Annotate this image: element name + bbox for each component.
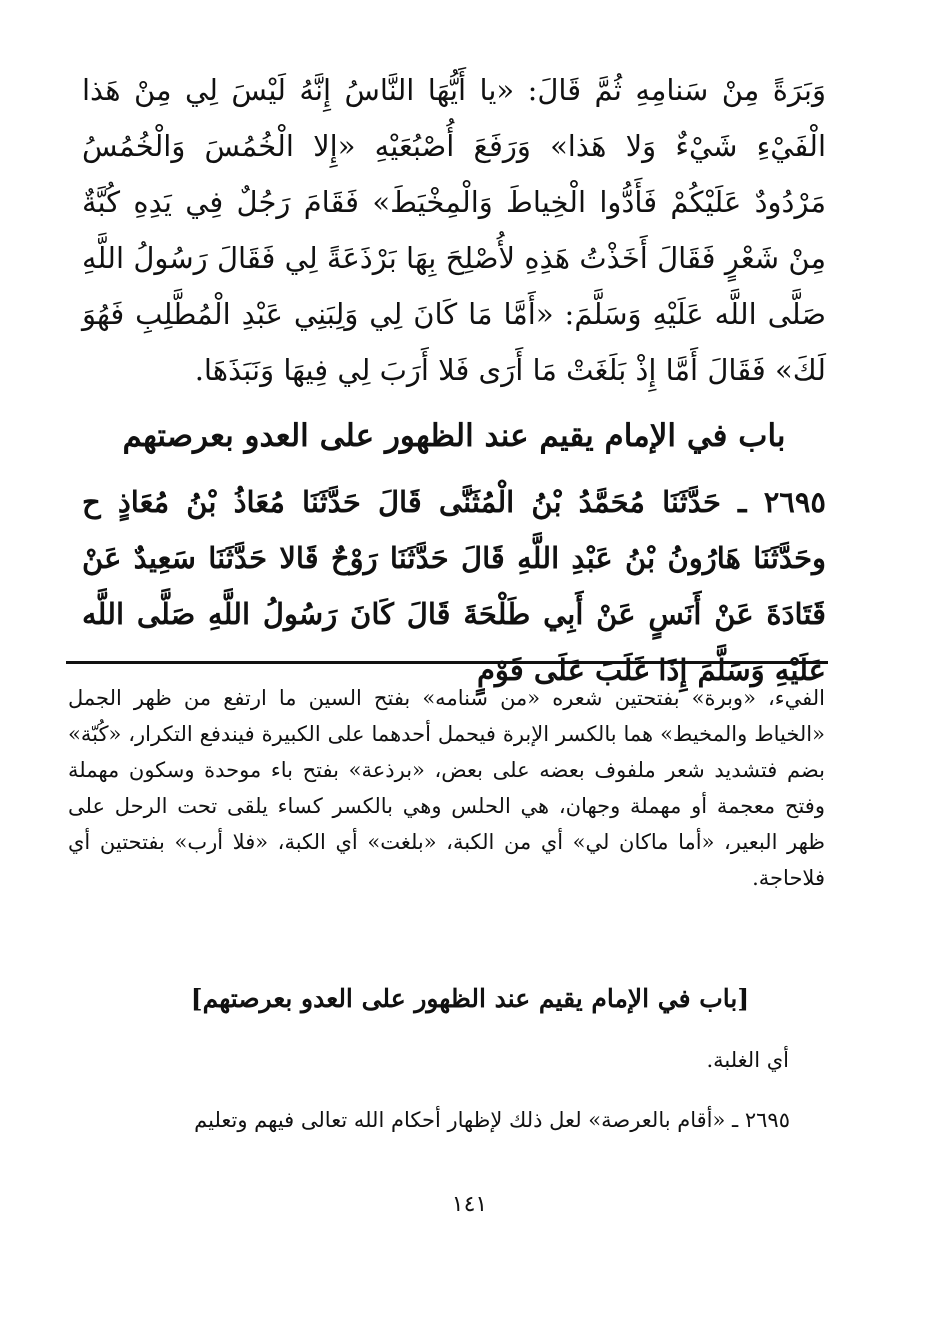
main-text-paragraph: وَبَرَةً مِنْ سَنامِهِ ثُمَّ قَالَ: «يا أَيُّهَا النَّاسُ إِنَّهُ لَيْسَ لِي مِنْ هَذا الْفَيْءِ شَيْءٌ وَلا هَذا» وَرَفَعَ أُصْبُعَيْهِ «إِلا الْخُمُسَ وَالْخُمُسُ مَرْدُودٌ عَلَيْكُمْ فَأَدُّوا الْخِياطَ وَالْمِخْيَطَ» فَقَامَ رَجُلٌ فِي يَدِهِ كُبَّةٌ مِنْ شَعْرٍ فَقَالَ أَخَذْتُ هَذِهِ لأُصْلِحَ بِهَا بَرْذَعَةً لِي فَقَالَ رَسُولُ اللَّهِ صَلَّى اللَّه عَلَيْهِ وَسَلَّمَ: «أَمَّا مَا كَانَ لِي وَلِبَنِي عَبْدِ الْمُطَّلِبِ فَهُوَ لَكَ» فَقَالَ أَمَّا إِذْ بَلَغَتْ مَا أَرَى فَلا أَرَبَ لِي فِيهَا وَنَبَذَهَا. <box>82 73 826 387</box>
hadith-block <box>82 474 826 698</box>
page-number: ١٤١ <box>451 1192 488 1217</box>
footnote-paragraph: الفيء، «وبرة» بفتحتين شعره «من سنامه» بفتح السين ما ارتفع من ظهر الجمل «الخياط والمخيط» هما بالكسر الإبرة فيحمل أحدهما على الكبيرة فيندفع التكرار، «كُبّة» بضم فتشديد شعر ملفوف بعضه على بعض، «برذعة» بفتح باء موحدة وسكون مهملة وفتح معجمة أو مهملة وجهان، هي الحلس وهي بالكسر كساء يلقى تحت الرحل على ظهر البعير، «أما ماكان لي» أي من الكبة، «بلغت» أي الكبة، «فلا أرب» بفتحتين أي فلاحاجة. <box>68 686 825 890</box>
footnote-hadith-note: ٢٦٩٥ ـ «أقام بالعرصة» لعل ذلك لإظهار أحكام الله تعالى فيهم وتعليم <box>194 1108 790 1132</box>
chapter-heading: باب في الإمام يقيم عند الظهور على العدو بعرصتهم <box>122 418 786 454</box>
main-text-block <box>82 62 826 398</box>
footnote-separator <box>66 661 828 664</box>
footnotes-block <box>68 680 825 896</box>
footnote-gloss: أي الغلبة. <box>706 1048 789 1072</box>
footnote-chapter-heading: [باب في الإمام يقيم عند الظهور على العدو بعرصتهم] <box>190 984 750 1013</box>
hadith-text: ٢٦٩٥ ـ حَدَّثَنَا مُحَمَّدُ بْنُ الْمُثَنَّى قَالَ حَدَّثَنَا مُعَاذُ بْنُ مُعَاذٍ ح وحَدَّثَنَا هَارُونُ بْنُ عَبْدِ اللَّهِ قَالَ حَدَّثَنَا رَوْحٌ قَالا حَدَّثَنَا سَعِيدٌ عَنْ قَتَادَةَ عَنْ أَنَسٍ عَنْ أَبِي طَلْحَةَ قَالَ كَانَ رَسُولُ اللَّهِ صَلَّى اللَّه عَلَيْهِ وَسَلَّمَ إِذَا غَلَبَ عَلَى قَوْمٍ <box>82 485 826 687</box>
